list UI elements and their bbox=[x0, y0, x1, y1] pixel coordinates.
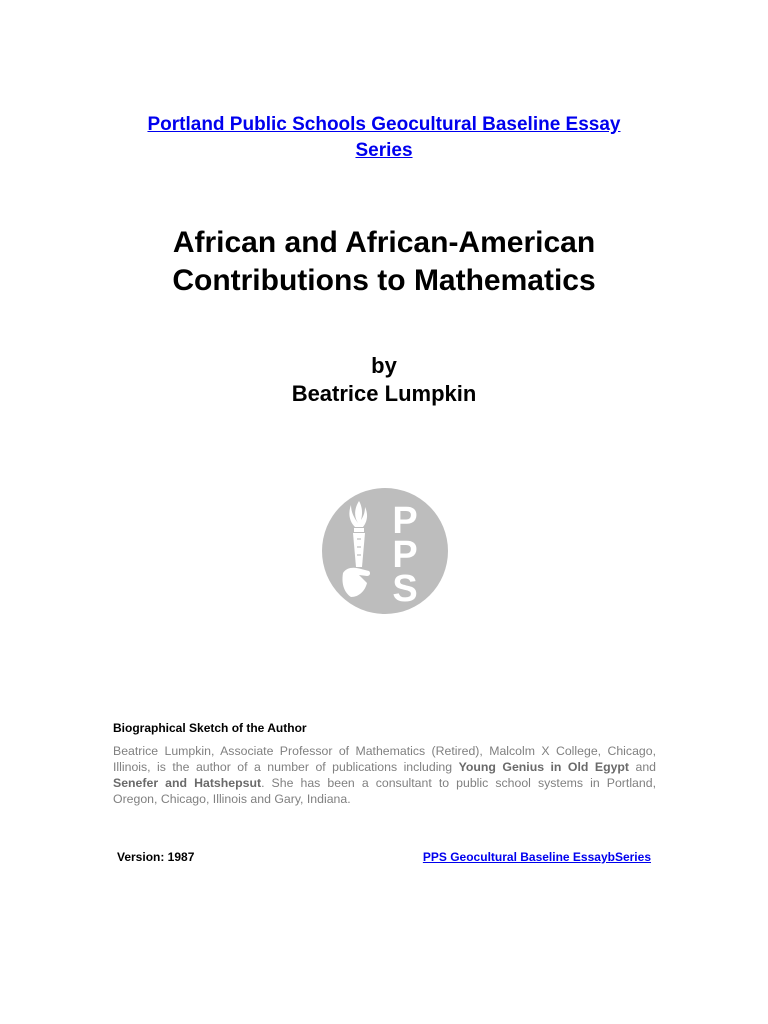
logo-letter-s: S bbox=[392, 568, 418, 610]
byline-by: by bbox=[371, 353, 397, 378]
logo-letter-p-top: P bbox=[392, 500, 418, 542]
version-label: Version: 1987 bbox=[117, 850, 195, 864]
book-title-young-genius: Young Genius in Old Egypt bbox=[458, 760, 630, 774]
series-title-link[interactable] bbox=[100, 112, 668, 164]
bio-text-part-2: and bbox=[629, 760, 657, 774]
book-title-senefer: Senefer and Hatshepsut bbox=[113, 776, 262, 790]
document-title-line-1: African and African-American bbox=[172, 226, 596, 259]
series-title-line-1: Portland Public Schools Geocultural Baseline Essay bbox=[147, 114, 621, 135]
footer-series-link[interactable]: PPS Geocultural Baseline EssaybSeries bbox=[422, 850, 651, 864]
document-title-line-2: Contributions to Mathematics bbox=[172, 264, 596, 297]
series-title-line-2: Series bbox=[355, 140, 413, 161]
logo-circle bbox=[322, 488, 448, 614]
pps-torch-logo-icon bbox=[321, 487, 449, 615]
bio-heading: Biographical Sketch of the Author bbox=[113, 721, 307, 735]
bio-text-part-1: Beatrice Lumpkin, Associate Professor of Mathematics (Retired), Malcolm X College, Chicago, Illinois, is the author of a number of publications including bbox=[113, 744, 656, 774]
logo-letter-p-middle: P bbox=[392, 534, 418, 576]
author-name: Beatrice Lumpkin bbox=[291, 381, 477, 406]
bio-text-part-3: . She has been a consultant to public school systems in Portland, Oregon, Chicago, Illinois and Gary, Indiana. bbox=[113, 776, 656, 806]
byline bbox=[100, 352, 668, 408]
document-title bbox=[60, 224, 708, 300]
bio-paragraph bbox=[113, 743, 656, 807]
